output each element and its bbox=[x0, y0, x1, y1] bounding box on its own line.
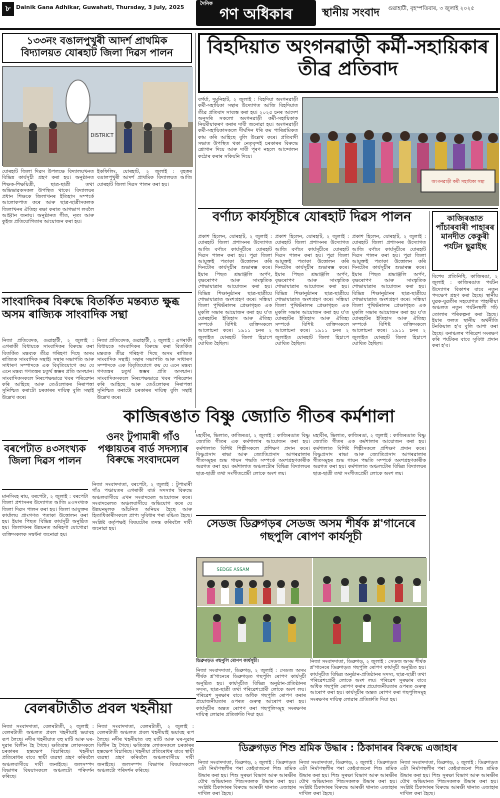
divider bbox=[196, 741, 498, 742]
article-body-sedge: নিজা সংবাদদাতা, ডিব্ৰুগড়, ২ জুলাই : সেডজ অসম শীৰ্ষক শ্ল'গানেৰে ডিব্ৰুগড়ত গছপুলি ৰোপণ কাৰ্যসূচী অনুষ্ঠিত হয়। কাৰ্যসূচীত বিভিন্ন অনুষ্ঠান-প্ৰতিষ্ঠানৰ সদস্য, ছাত্ৰ-ছাত্ৰী তথা পৰিৱেশপ্ৰেমী লোকে অংশ লয়। পৰিৱেশ সুৰক্ষাৰ বাবে অধিক গছপুলি ৰোপণ কৰাৰ প্ৰয়োজনীয়তাৰ ওপৰত গুৰুত্ব আৰোপ কৰা হয়। কাৰ্যসূচীৰ অন্তত ৰোপণ কৰা গছপুলিসমূহ সংৰক্ষণৰ দায়িত্ব লোৱাৰ প্ৰতিশ্ৰুতি দিয়া হয়। bbox=[196, 668, 306, 719]
article-body-child-labour-col3: নিজা সংবাদদাতা, ডিব্ৰুগড়, ২ জুলাই : ডিব্ৰুগড়ত এটা নিৰ্মাণস্থলীৰ পৰা কেইবাজনো শিশু শ্ৰমিক উদ্ধাৰ কৰা হয়। শিশু সুৰক্ষা বিভাগ আৰু আৰক্ষীৰ যৌথ অভিযানত শিশুসকলক উদ্ধাৰ কৰা হয়। সংশ্লিষ্ট ঠিকাদাৰৰ বিৰুদ্ধে আৰক্ষী থানাত এজাহাৰ দাখিল কৰা হৈছে। bbox=[400, 760, 498, 798]
article-body-school: যোৰহাট জিলা দিৱস উপলক্ষে বিদ্যালয়খনত বিভিন্ন কাৰ্যসূচী গ্ৰহণ কৰা হয়। অনুষ্ঠানত শিক্ষক-শিক্ষয়িত্ৰী, ছাত্ৰ-ছাত্ৰী তথা অভিভাৱকসকল উপস্থিত থাকে। বিদ্যালয়ৰ প্ৰধান শিক্ষকে জিলাখনৰ ইতিহাস সম্পৰ্কে আলোকপাত কৰে আৰু ছাত্ৰ-ছাত্ৰীসকলক জিলাখনৰ ঐতিহ্য ৰক্ষা কৰাত আগভাগ লবলৈ আহ্বান জনায়। অনুষ্ঠানত গীত, নৃত্য আৰু কুইজ প্ৰতিযোগিতাৰ আয়োজন কৰা হয়। bbox=[2, 169, 94, 226]
divider bbox=[2, 292, 192, 293]
headline-bell-erosion: বেলৰটাতীত প্ৰবল খহনীয়া bbox=[23, 701, 173, 717]
headline-jyoti-geet-workshop: কাজিৰঙাত বিষ্ণু জ্যোতি গীতৰ কৰ্মশালা bbox=[92, 408, 426, 430]
article-body-jorhat-day-col3: প্ৰকাশ হিলেন, যোৰহাট, ২ জুলাই : যোৰহাট জিলা প্ৰশাসনৰ উদ্যোগত আজি বৰ্ণাঢ্য কাৰ্যসূচীৰে যোৰহাট দিৱস পালন কৰা হয়। পুৱা জিলা আয়ুক্তই পতাকা উত্তোলন কৰি দিনটোৰ কাৰ্যসূচীৰ শুভাৰম্ভ কৰে। ইয়াৰ পিছত শ্ৰদ্ধাঞ্জলি অৰ্পণ, বৃক্ষৰোপণ আৰু সাংস্কৃতিক শোভাযাত্ৰাৰ আয়োজন কৰা হয়। বিভিন্ন শিক্ষানুষ্ঠানৰ ছাত্ৰ-ছাত্ৰীয়ে শোভাযাত্ৰাত অংশগ্ৰহণ কৰে। সন্ধিয়া জিলা পুথিভঁৰালৰ প্ৰেক্ষাগৃহত এক মুকলি সভাৰ আয়োজন কৰা হয় য'ত যোৰহাটৰ ইতিহাস আৰু ঐতিহ্য সম্পৰ্কে বিশিষ্ট ব্যক্তিসকলে আলোচনা কৰে। ১৯১১ চনৰ ২ জুলাইত যোৰহাট জিলা হিচাপে ঘোষিত হৈছিল। bbox=[352, 234, 426, 348]
logo-prefix: দৈনিক bbox=[200, 1, 213, 7]
article-body-barpeta: মানসিংহ ৰায়, বৰপেটা, ২ জুলাই : বৰপেটা জিলা প্ৰশাসনৰ উদ্যোগত আজি ৪৩সংখ্যক জিলা দিৱস পালন কৰা হয়। জিলা আয়ুক্তৰ কাৰ্যালয় প্ৰাংগণত পতাকা উত্তোলন কৰা হয়। ইয়াৰ পিছত বিভিন্ন কাৰ্যসূচী অনুষ্ঠিত হয়। জিলাখনৰ উন্নয়নত অৰিহণা যোগোৱা ব্যক্তিসকলক সম্বৰ্ধনা জনোৱা হয়। bbox=[2, 494, 88, 538]
article-body-kaziranga-tourism: বিশেষ প্ৰতিনিধি, কাজিৰঙা, ২ জুলাই : কাজিৰঙাত পৰ্যটন উদ্যোগৰ বিকাশৰ বাবে নতুন পদক্ষেপ গ্ৰহণ কৰা হৈছে। স্থানীয় যুৱক-যুৱতীৰ সহযোগত পাহাৰীয়া অঞ্চলত নতুন পৰ্যটনস্থলী গঢ়ি তোলাৰ পৰিকল্পনা কৰা হৈছে। ইয়াৰ ফলত স্থানীয় অৰ্থনীতি টনকিয়াল হ'ব বুলি আশা কৰা হৈছে। বনাঞ্চলৰ পৰিৱেশ সংৰক্ষণ কৰি পৰ্যটকৰ বাবে সুবিধা প্ৰদান কৰা হ'ব। bbox=[432, 274, 498, 350]
page-number: ৮ bbox=[2, 2, 14, 16]
school-banner-text: DISTRICT bbox=[90, 133, 114, 139]
headline-panchayat: ওনং টুপামাৰী গাঁও পঞ্চায়তৰ বাৰ্ড সদস্যাৰ বিৰুদ্ধে সংবাদমেল bbox=[97, 432, 189, 466]
article-body-journalist-col2: নিজা প্ৰতিবেদক, গুৱাহাটী, ২ জুলাই : এগৰাকী বিধায়কে সাংবাদিকৰ বিৰুদ্ধে কৰা বিতৰ্কিত মন্তব্যক তীব্ৰ গৰিহণা দিছে অসম ৰাজ্যিক সাংবাদিক সন্থাই। সন্থাৰ সভাপতি আৰু সাধাৰণ সম্পাদকে এক বিবৃতিযোগে কয় যে এনে মন্তব্য গণতন্ত্ৰৰ চতুৰ্থ স্তম্ভৰ প্ৰতি অসন্মান। সাংবাদিকসকলে নিৰপেক্ষভাৱে খবৰ পৰিৱেশন কৰি আহিছে আৰু তেওঁলোকৰ নিৰাপত্তা সুনিশ্চিত কৰাটো চৰকাৰৰ দায়িত্ব বুলি সন্থাই উল্লেখ কৰে। bbox=[97, 338, 192, 401]
logo-title: গণ অধিকাৰ bbox=[219, 5, 293, 23]
article-body-jorhat-day-col2: প্ৰকাশ হিলেন, যোৰহাট, ২ জুলাই : যোৰহাট জিলা প্ৰশাসনৰ উদ্যোগত আজি বৰ্ণাঢ্য কাৰ্যসূচীৰে যোৰহাট দিৱস পালন কৰা হয়। পুৱা জিলা আয়ুক্তই পতাকা উত্তোলন কৰি দিনটোৰ কাৰ্যসূচীৰ শুভাৰম্ভ কৰে। ইয়াৰ পিছত শ্ৰদ্ধাঞ্জলি অৰ্পণ, বৃক্ষৰোপণ আৰু সাংস্কৃতিক শোভাযাত্ৰাৰ আয়োজন কৰা হয়। বিভিন্ন শিক্ষানুষ্ঠানৰ ছাত্ৰ-ছাত্ৰীয়ে শোভাযাত্ৰাত অংশগ্ৰহণ কৰে। সন্ধিয়া জিলা পুথিভঁৰালৰ প্ৰেক্ষাগৃহত এক মুকলি সভাৰ আয়োজন কৰা হয় য'ত যোৰহাটৰ ইতিহাস আৰু ঐতিহ্য সম্পৰ্কে বিশিষ্ট ব্যক্তিসকলে আলোচনা কৰে। ১৯১১ চনৰ ২ জুলাইত যোৰহাট জিলা হিচাপে ঘোষিত হৈছিল। bbox=[275, 234, 349, 348]
headline-anganwadi-protest: বিহদিয়াত অংগনৱাড়ী কৰ্মী-সহায়িকাৰ তীব্ৰ প্ৰতিবাদ bbox=[198, 33, 498, 93]
masthead bbox=[0, 0, 500, 30]
masthead-date-assamese: গুৱাহাটী, বৃহস্পতিবাৰ, ৩ জুলাই ২০২৫ bbox=[388, 6, 475, 12]
headline-child-labour-rescue: ডিব্ৰুগড়ত শিশু শ্ৰমিক উদ্ধাৰ : ঠিকাদাৰৰ বিৰুদ্ধে এজাহাৰ bbox=[238, 743, 458, 754]
headline-journalist: সাংবাদিকৰ বিৰুদ্ধে বিতৰ্কিত মন্তব্যত ক্ষুব্ধ অসম ৰাজ্যিক সাংবাদিক সন্থা bbox=[2, 295, 180, 321]
article-body-jyoti-geet: মহাবীৰ, ভিলাত, কাজিৰঙা, ২ জুলাই : কাজিৰঙাত বিষ্ণু জ্যোতি গীতৰ এক কৰ্মশালাৰ আয়োজন কৰা হয়। কৰ্মশালাত বিশিষ্ট শিল্পীসকলে প্ৰশিক্ষণ প্ৰদান কৰে। বিষ্ণুপ্ৰসাদ ৰাভা আৰু জ্যোতিপ্ৰসাদ আগৰৱালাৰ গীতসমূহৰ শুদ্ধ গায়ন পদ্ধতি সম্পৰ্কে অংশগ্ৰহণকাৰীক অৱগত কৰা হয়। কৰ্মশালাত অঞ্চলটোৰ বিভিন্ন বিদ্যালয়ৰ ছাত্ৰ-ছাত্ৰী তথা সংগীতপ্ৰেমী লোকে অংশ লয়। bbox=[196, 433, 310, 477]
section-name: স্থানীয় সংবাদ bbox=[322, 6, 380, 19]
headline-sedge-plantation: সেডজ ডিব্ৰুগড়ৰ সেডজ অসম শীৰ্ষক শ্ল'গানেৰে গছপুলি ৰোপণ কাৰ্যসূচী bbox=[206, 517, 416, 543]
caption-sedge: ডিব্ৰুগড়ত গছপুলি ৰোপণ কাৰ্যসূচী। bbox=[196, 659, 259, 664]
headline-school-jorhat-day: ১৩৩নং বঙালপুখুৰী আদৰ্শ প্ৰাথমিক বিদ্যালয়ত যোৰহাট জিলা দিৱস পালন bbox=[2, 33, 192, 63]
article-body-jyoti-geet-col2: মহাবীৰ, ভিলাত, কাজিৰঙা, ২ জুলাই : কাজিৰঙাত বিষ্ণু জ্যোতি গীতৰ এক কৰ্মশালাৰ আয়োজন কৰা হয়। কৰ্মশালাত বিশিষ্ট শিল্পীসকলে প্ৰশিক্ষণ প্ৰদান কৰে। বিষ্ণুপ্ৰসাদ ৰাভা আৰু জ্যোতিপ্ৰসাদ আগৰৱালাৰ গীতসমূহৰ শুদ্ধ গায়ন পদ্ধতি সম্পৰ্কে অংশগ্ৰহণকাৰীক অৱগত কৰা হয়। কৰ্মশালাত অঞ্চলটোৰ বিভিন্ন বিদ্যালয়ৰ ছাত্ৰ-ছাত্ৰী তথা সংগীতপ্ৰেমী লোকে অংশ লয়। bbox=[313, 433, 426, 477]
headline-jorhat-day-celebration: বৰ্ণাঢ্য কাৰ্যসূচীৰে যোৰহাট দিৱস পালন bbox=[212, 210, 412, 225]
article-body-jorhat-day: প্ৰকাশ হিলেন, যোৰহাট, ২ জুলাই : যোৰহাট জিলা প্ৰশাসনৰ উদ্যোগত আজি বৰ্ণাঢ্য কাৰ্যসূচীৰে যোৰহাট দিৱস পালন কৰা হয়। পুৱা জিলা আয়ুক্তই পতাকা উত্তোলন কৰি দিনটোৰ কাৰ্যসূচীৰ শুভাৰম্ভ কৰে। ইয়াৰ পিছত শ্ৰদ্ধাঞ্জলি অৰ্পণ, বৃক্ষৰোপণ আৰু সাংস্কৃতিক শোভাযাত্ৰাৰ আয়োজন কৰা হয়। বিভিন্ন শিক্ষানুষ্ঠানৰ ছাত্ৰ-ছাত্ৰীয়ে শোভাযাত্ৰাত অংশগ্ৰহণ কৰে। সন্ধিয়া জিলা পুথিভঁৰালৰ প্ৰেক্ষাগৃহত এক মুকলি সভাৰ আয়োজন কৰা হয় য'ত যোৰহাটৰ ইতিহাস আৰু ঐতিহ্য সম্পৰ্কে বিশিষ্ট ব্যক্তিসকলে আলোচনা কৰে। ১৯১১ চনৰ ২ জুলাইত যোৰহাট জিলা হিচাপে ঘোষিত হৈছিল। bbox=[198, 234, 272, 348]
article-body-bell-erosion: নিজা সংবাদদাতা, বেলৰটাতী, ২ জুলাই : বেলৰটাতী অঞ্চলত প্ৰবল খহনীয়াই ভয়াবহ ৰূপ লৈছে। নদীৰ খহনীয়াত বহু মাটি আৰু ঘৰ-দুৱাৰ বিলীন হৈ গৈছে। ক্ষতিগ্ৰস্ত লোকসকলে চৰকাৰৰ হস্তক্ষেপ বিচাৰিছে। খহনীয়া প্ৰতিৰোধৰ বাবে স্থায়ী ব্যৱস্থা গ্ৰহণ কৰিবলৈ অঞ্চলবাসীয়ে দাবী জনাইছে। জলসম্পদ বিভাগৰ বিষয়াসকলে অঞ্চলটো পৰিদৰ্শন কৰিছে। bbox=[2, 724, 94, 781]
divider bbox=[0, 698, 196, 699]
article-caption-school: ইকফিলিং, যোৰহাট, ২ জুলাই : বৃহত্তৰ বঙালপুখুৰী আদৰ্শ প্ৰাথমিক বিদ্যালয়ত আজি যোৰহাট জিলা দিৱস পালন কৰা হয়। bbox=[97, 169, 192, 188]
photo-school-event bbox=[2, 66, 192, 166]
article-body-anganwadi: বৰ্গৰ্যা, দুমুনিহাট, ২ জুলাই : বিহদিয়া অংগনৱাড়ী কৰ্মী-সহায়িকা সন্থাৰ উদ্যোগত আজি বিহদিয়াত তীব্ৰ প্ৰতিবাদ সাব্যস্ত কৰা হয়। ২০২৫ চনৰ আদেশ অনুসৰি সকলো অংগনৱাড়ী কৰ্মী-সহায়িকাক নিয়মীয়াকৰণ কৰাৰ দাবী জনোৱা হয়। অংগনৱাড়ী কৰ্মী-সহায়িকাসকলে দীৰ্ঘদিন ধৰি কম পাৰিশ্ৰমিকত কাম কৰি আহিছে বুলি উল্লেখ কৰে। প্ৰতিবাদী সভাত উপস্থিত থকা নেতৃবৃন্দই চৰকাৰৰ বিৰুদ্ধে শ্লোগান দিয়ে আৰু দাবী পূৰণ নহলে আন্দোলন কঠোৰ কৰাৰ সকিয়নি দিয়ে। bbox=[198, 97, 298, 160]
article-body-panchayat: নিজা সংবাদদাতা, বৰপেটা, ২ জুলাই : টুপামাৰী গাঁও পঞ্চায়তৰ এগৰাকী বাৰ্ড সদস্যাৰ বিৰুদ্ধে অঞ্চলবাসীয়ে এখন সংবাদমেল আয়োজন কৰে। সংবাদমেলত অঞ্চলবাসীয়ে অভিযোগ কৰে যে উন্নয়নমূলক আঁচনিত অনিয়ম হৈছে আৰু হিতাধিকাৰীসকলে প্ৰাপ্য সুবিধাৰ পৰা বঞ্চিত হৈছে। সংশ্লিষ্ট কৰ্তৃপক্ষই বিষয়টোৰ তদন্ত কৰিবলৈ দাবী জনোৱা হয়। bbox=[92, 482, 192, 533]
divider bbox=[198, 208, 498, 209]
masthead-date-english: Dainik Gana Adhikar, Guwahati, Thursday, 3 July, 2025 bbox=[16, 5, 185, 11]
photo-sedge-plantation bbox=[196, 557, 426, 657]
article-body-journalist: নিজা প্ৰতিবেদক, গুৱাহাটী, ২ জুলাই : এগৰাকী বিধায়কে সাংবাদিকৰ বিৰুদ্ধে কৰা বিতৰ্কিত মন্তব্যক তীব্ৰ গৰিহণা দিছে অসম ৰাজ্যিক সাংবাদিক সন্থাই। সন্থাৰ সভাপতি আৰু সাধাৰণ সম্পাদকে এক বিবৃতিযোগে কয় যে এনে মন্তব্য গণতন্ত্ৰৰ চতুৰ্থ স্তম্ভৰ প্ৰতি অসন্মান। সাংবাদিকসকলে নিৰপেক্ষভাৱে খবৰ পৰিৱেশন কৰি আহিছে আৰু তেওঁলোকৰ নিৰাপত্তা সুনিশ্চিত কৰাটো চৰকাৰৰ দায়িত্ব বুলি সন্থাই উল্লেখ কৰে। bbox=[2, 338, 94, 401]
headline-kaziranga-tourism: কাজিৰঙাত পাঁচাৰবাৰী পাহাৰৰ মানদীত কেকুৰী পৰ্যটন ছুৱাইছ bbox=[432, 211, 498, 271]
newspaper-logo bbox=[196, 0, 316, 26]
article-body-child-labour-col2: নিজা সংবাদদাতা, ডিব্ৰুগড়, ২ জুলাই : ডিব্ৰুগড়ত এটা নিৰ্মাণস্থলীৰ পৰা কেইবাজনো শিশু শ্ৰমিক উদ্ধাৰ কৰা হয়। শিশু সুৰক্ষা বিভাগ আৰু আৰক্ষীৰ যৌথ অভিযানত শিশুসকলক উদ্ধাৰ কৰা হয়। সংশ্লিষ্ট ঠিকাদাৰৰ বিৰুদ্ধে আৰক্ষী থানাত এজাহাৰ দাখিল কৰা হৈছে। bbox=[299, 760, 397, 798]
column-rule bbox=[195, 33, 196, 433]
photo-anganwadi-protest bbox=[302, 97, 498, 205]
article-body-child-labour: নিজা সংবাদদাতা, ডিব্ৰুগড়, ২ জুলাই : ডিব্ৰুগড়ত এটা নিৰ্মাণস্থলীৰ পৰা কেইবাজনো শিশু শ্ৰমিক উদ্ধাৰ কৰা হয়। শিশু সুৰক্ষা বিভাগ আৰু আৰক্ষীৰ যৌথ অভিযানত শিশুসকলক উদ্ধাৰ কৰা হয়। সংশ্লিষ্ট ঠিকাদাৰৰ বিৰুদ্ধে আৰক্ষী থানাত এজাহাৰ দাখিল কৰা হৈছে। bbox=[198, 760, 296, 798]
article-body-sedge-col2: নিজা সংবাদদাতা, ডিব্ৰুগড়, ২ জুলাই : সেডজ অসম শীৰ্ষক শ্ল'গানেৰে ডিব্ৰুগড়ত গছপুলি ৰোপণ কাৰ্যসূচী অনুষ্ঠিত হয়। কাৰ্যসূচীত বিভিন্ন অনুষ্ঠান-প্ৰতিষ্ঠানৰ সদস্য, ছাত্ৰ-ছাত্ৰী তথা পৰিৱেশপ্ৰেমী লোকে অংশ লয়। পৰিৱেশ সুৰক্ষাৰ বাবে অধিক গছপুলি ৰোপণ কৰাৰ প্ৰয়োজনীয়তাৰ ওপৰত গুৰুত্ব আৰোপ কৰা হয়। কাৰ্যসূচীৰ অন্তত ৰোপণ কৰা গছপুলিসমূহ সংৰক্ষণৰ দায়িত্ব লোৱাৰ প্ৰতিশ্ৰুতি দিয়া হয়। bbox=[310, 659, 426, 703]
article-body-bell-erosion-col2: নিজা সংবাদদাতা, বেলৰটাতী, ২ জুলাই : বেলৰটাতী অঞ্চলত প্ৰবল খহনীয়াই ভয়াবহ ৰূপ লৈছে। নদীৰ খহনীয়াত বহু মাটি আৰু ঘৰ-দুৱাৰ বিলীন হৈ গৈছে। ক্ষতিগ্ৰস্ত লোকসকলে চৰকাৰৰ হস্তক্ষেপ বিচাৰিছে। খহনীয়া প্ৰতিৰোধৰ বাবে স্থায়ী ব্যৱস্থা গ্ৰহণ কৰিবলৈ অঞ্চলবাসীয়ে দাবী জনাইছে। জলসম্পদ বিভাগৰ বিষয়াসকলে অঞ্চলটো পৰিদৰ্শন কৰিছে। bbox=[97, 724, 194, 775]
headline-barpeta-district-day: বৰপেটাত ৪৩সংখ্যক জিলা দিৱস পালন bbox=[2, 440, 88, 490]
protest-banner-text: অংগনৱাড়ী কৰ্মী সহায়িকা সন্থা bbox=[431, 180, 485, 185]
tree-banner-text: SEDGE ASSAM bbox=[216, 568, 250, 573]
column-rule bbox=[429, 211, 430, 581]
divider bbox=[196, 515, 426, 516]
